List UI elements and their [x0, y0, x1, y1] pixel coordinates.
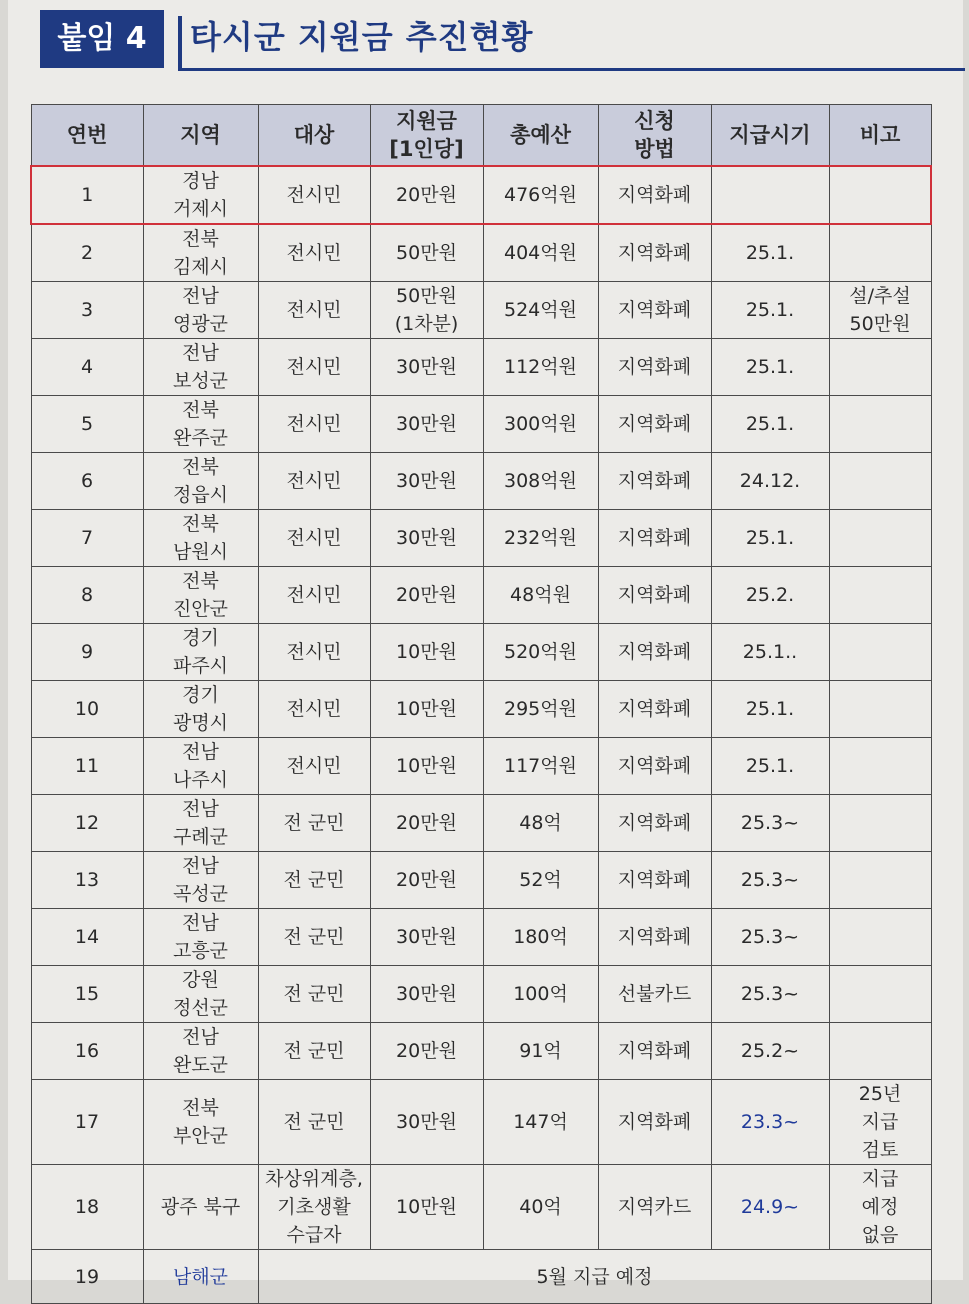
region-cell: 경기 파주시 [143, 624, 258, 681]
remark-cell [829, 339, 931, 396]
region-cell: 전남 곡성군 [143, 852, 258, 909]
table-row [31, 166, 931, 224]
target-cell: 전 군민 [258, 1023, 370, 1080]
table-row [31, 795, 931, 852]
target-cell: 전시민 [258, 282, 370, 339]
note-cell: 5월 지급 예정 [258, 1250, 931, 1304]
column-header: 지원금 [1인당] [370, 105, 483, 167]
column-header: 총예산 [483, 105, 598, 167]
budget-cell: 40억 [483, 1165, 598, 1250]
table-row [31, 339, 931, 396]
row-number-cell: 15 [31, 966, 143, 1023]
row-number-cell: 3 [31, 282, 143, 339]
region-cell: 광주 북구 [143, 1165, 258, 1250]
remark-cell [829, 1023, 931, 1080]
title-divider [178, 16, 182, 70]
target-cell: 전 군민 [258, 966, 370, 1023]
payment-date-cell: 25.1. [711, 510, 829, 567]
payment-date-cell: 25.3~ [711, 852, 829, 909]
region-cell: 전북 완주군 [143, 396, 258, 453]
payment-date-cell: 25.3~ [711, 909, 829, 966]
page-title: 타시군 지원금 추진현황 [190, 18, 534, 56]
method-cell: 지역화폐 [598, 738, 711, 795]
row-number-cell: 6 [31, 453, 143, 510]
target-cell: 전시민 [258, 510, 370, 567]
amount-cell: 30만원 [370, 339, 483, 396]
remark-cell: 지급 예정 없음 [829, 1165, 931, 1250]
target-cell: 전시민 [258, 624, 370, 681]
row-number-cell: 12 [31, 795, 143, 852]
region-cell: 전북 부안군 [143, 1080, 258, 1165]
payment-date-cell: 25.1. [711, 339, 829, 396]
target-cell: 전시민 [258, 453, 370, 510]
region-cell: 경기 광명시 [143, 681, 258, 738]
table-row [31, 909, 931, 966]
region-cell: 강원 정선군 [143, 966, 258, 1023]
region-cell: 전북 김제시 [143, 224, 258, 282]
payment-date-cell: 25.1. [711, 681, 829, 738]
budget-cell: 232억원 [483, 510, 598, 567]
region-cell: 전남 고흥군 [143, 909, 258, 966]
budget-cell: 308억원 [483, 453, 598, 510]
payment-date-cell: 25.1. [711, 224, 829, 282]
budget-cell: 520억원 [483, 624, 598, 681]
remark-cell [829, 453, 931, 510]
budget-cell: 524억원 [483, 282, 598, 339]
amount-cell: 20만원 [370, 166, 483, 224]
region-cell: 전남 보성군 [143, 339, 258, 396]
payment-date-cell: 25.2. [711, 567, 829, 624]
region-cell: 전남 영광군 [143, 282, 258, 339]
column-header: 신청 방법 [598, 105, 711, 167]
document-header [40, 10, 965, 72]
method-cell: 지역화폐 [598, 396, 711, 453]
budget-cell: 476억원 [483, 166, 598, 224]
remark-cell [829, 166, 931, 224]
column-header: 비고 [829, 105, 931, 167]
row-number-cell: 7 [31, 510, 143, 567]
amount-cell: 20만원 [370, 852, 483, 909]
table-row [31, 681, 931, 738]
remark-cell [829, 966, 931, 1023]
row-number-cell: 17 [31, 1080, 143, 1165]
row-number-cell: 11 [31, 738, 143, 795]
budget-cell: 117억원 [483, 738, 598, 795]
row-number-cell: 10 [31, 681, 143, 738]
row-number-cell: 14 [31, 909, 143, 966]
method-cell: 지역화폐 [598, 339, 711, 396]
row-number-cell: 2 [31, 224, 143, 282]
method-cell: 지역화폐 [598, 166, 711, 224]
amount-cell: 30만원 [370, 909, 483, 966]
amount-cell: 30만원 [370, 966, 483, 1023]
table-row [31, 224, 931, 282]
table-row [31, 1165, 931, 1250]
amount-cell: 30만원 [370, 453, 483, 510]
method-cell: 지역카드 [598, 1165, 711, 1250]
target-cell: 전시민 [258, 681, 370, 738]
target-cell: 차상위계층, 기초생활 수급자 [258, 1165, 370, 1250]
region-cell: 전남 완도군 [143, 1023, 258, 1080]
method-cell: 지역화폐 [598, 567, 711, 624]
payment-date-cell: 25.2~ [711, 1023, 829, 1080]
remark-cell: 25년 지급 검토 [829, 1080, 931, 1165]
payment-date-cell: 24.9~ [711, 1165, 829, 1250]
budget-cell: 112억원 [483, 339, 598, 396]
method-cell: 지역화폐 [598, 1080, 711, 1165]
remark-cell [829, 396, 931, 453]
row-number-cell: 18 [31, 1165, 143, 1250]
target-cell: 전시민 [258, 224, 370, 282]
amount-cell: 30만원 [370, 1080, 483, 1165]
target-cell: 전 군민 [258, 852, 370, 909]
target-cell: 전시민 [258, 567, 370, 624]
payment-date-cell: 25.3~ [711, 795, 829, 852]
table-row [31, 852, 931, 909]
remark-cell [829, 795, 931, 852]
table-row [31, 567, 931, 624]
row-number-cell: 4 [31, 339, 143, 396]
column-header: 대상 [258, 105, 370, 167]
amount-cell: 10만원 [370, 681, 483, 738]
support-status-table [30, 104, 932, 1304]
table-row [31, 1080, 931, 1165]
method-cell: 지역화폐 [598, 852, 711, 909]
row-number-cell: 9 [31, 624, 143, 681]
region-cell: 전북 남원시 [143, 510, 258, 567]
target-cell: 전 군민 [258, 795, 370, 852]
table-header-row [31, 105, 931, 167]
attachment-badge: 붙임 4 [40, 10, 164, 68]
method-cell: 지역화폐 [598, 624, 711, 681]
target-cell: 전시민 [258, 396, 370, 453]
column-header: 지급시기 [711, 105, 829, 167]
region-cell: 전남 나주시 [143, 738, 258, 795]
remark-cell [829, 510, 931, 567]
budget-cell: 100억 [483, 966, 598, 1023]
budget-cell: 300억원 [483, 396, 598, 453]
budget-cell: 404억원 [483, 224, 598, 282]
remark-cell: 설/추설 50만원 [829, 282, 931, 339]
payment-date-cell: 25.1.. [711, 624, 829, 681]
amount-cell: 10만원 [370, 1165, 483, 1250]
region-cell: 남해군 [143, 1250, 258, 1304]
target-cell: 전시민 [258, 339, 370, 396]
payment-date-cell: 24.12. [711, 453, 829, 510]
budget-cell: 48억원 [483, 567, 598, 624]
region-cell: 경남 거제시 [143, 166, 258, 224]
target-cell: 전 군민 [258, 909, 370, 966]
method-cell: 지역화폐 [598, 224, 711, 282]
amount-cell: 30만원 [370, 396, 483, 453]
remark-cell [829, 681, 931, 738]
remark-cell [829, 224, 931, 282]
method-cell: 지역화폐 [598, 510, 711, 567]
budget-cell: 180억 [483, 909, 598, 966]
amount-cell: 50만원 (1차분) [370, 282, 483, 339]
column-header: 지역 [143, 105, 258, 167]
payment-date-cell: 25.3~ [711, 966, 829, 1023]
remark-cell [829, 567, 931, 624]
amount-cell: 50만원 [370, 224, 483, 282]
budget-cell: 91억 [483, 1023, 598, 1080]
amount-cell: 30만원 [370, 510, 483, 567]
title-underline [178, 68, 965, 71]
payment-date-cell: 25.1. [711, 396, 829, 453]
target-cell: 전시민 [258, 166, 370, 224]
target-cell: 전시민 [258, 738, 370, 795]
payment-date-cell [711, 166, 829, 224]
remark-cell [829, 909, 931, 966]
table-row [31, 738, 931, 795]
payment-date-cell: 25.1. [711, 282, 829, 339]
method-cell: 지역화폐 [598, 909, 711, 966]
target-cell: 전 군민 [258, 1080, 370, 1165]
table-row [31, 453, 931, 510]
method-cell: 선불카드 [598, 966, 711, 1023]
method-cell: 지역화폐 [598, 681, 711, 738]
method-cell: 지역화폐 [598, 282, 711, 339]
budget-cell: 295억원 [483, 681, 598, 738]
remark-cell [829, 624, 931, 681]
method-cell: 지역화폐 [598, 795, 711, 852]
table-row [31, 510, 931, 567]
amount-cell: 10만원 [370, 738, 483, 795]
region-cell: 전북 진안군 [143, 567, 258, 624]
row-number-cell: 8 [31, 567, 143, 624]
row-number-cell: 19 [31, 1250, 143, 1304]
remark-cell [829, 852, 931, 909]
budget-cell: 147억 [483, 1080, 598, 1165]
budget-cell: 48억 [483, 795, 598, 852]
row-number-cell: 16 [31, 1023, 143, 1080]
amount-cell: 20만원 [370, 567, 483, 624]
column-header: 연번 [31, 105, 143, 167]
table-row [31, 1023, 931, 1080]
row-number-cell: 13 [31, 852, 143, 909]
budget-cell: 52억 [483, 852, 598, 909]
row-number-cell: 1 [31, 166, 143, 224]
table-row [31, 396, 931, 453]
table-row [31, 966, 931, 1023]
method-cell: 지역화폐 [598, 1023, 711, 1080]
table-row [31, 624, 931, 681]
amount-cell: 20만원 [370, 795, 483, 852]
payment-date-cell: 23.3~ [711, 1080, 829, 1165]
region-cell: 전남 구례군 [143, 795, 258, 852]
table-row [31, 282, 931, 339]
row-number-cell: 5 [31, 396, 143, 453]
amount-cell: 10만원 [370, 624, 483, 681]
region-cell: 전북 정읍시 [143, 453, 258, 510]
method-cell: 지역화폐 [598, 453, 711, 510]
payment-date-cell: 25.1. [711, 738, 829, 795]
remark-cell [829, 738, 931, 795]
amount-cell: 20만원 [370, 1023, 483, 1080]
table-row [31, 1250, 931, 1304]
